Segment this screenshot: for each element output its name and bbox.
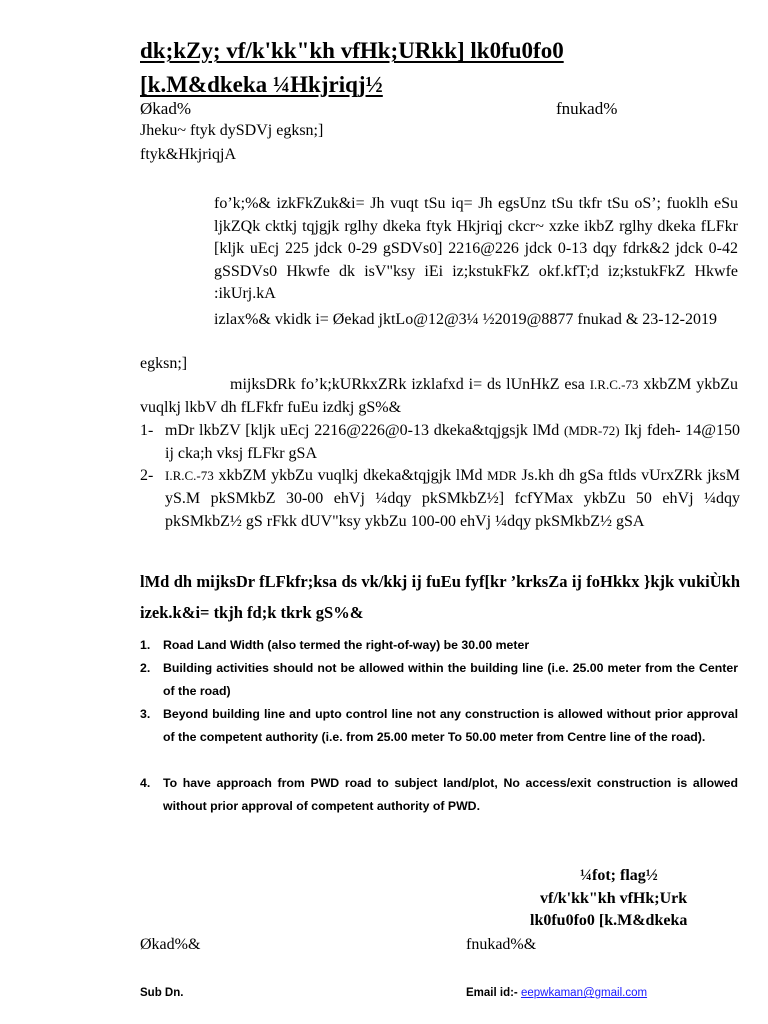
intro-text-b: xkbZM ykbZu vuqlkj lkbV dh fLFkfr fuEu izdkj gS%& <box>140 376 739 416</box>
condition-number: 1. <box>140 638 151 652</box>
address-line1: Jheku~ ftyk dySDVj egksn;] <box>140 122 324 139</box>
email-block <box>466 987 647 999</box>
condition-text: Building activities should not be allowed within the building line (i.e. 25.00 meter from the Center of the road) <box>163 661 738 698</box>
condition-item-3 <box>140 703 738 749</box>
email-label: Email id:- <box>466 987 518 999</box>
site-item-1 <box>140 419 740 465</box>
site-item-2 <box>140 464 740 533</box>
reference-text: izlax%& vkidk i= Øekad jktLo@12@3¼ ½2019@8877 fnukad & 23-12-2019 <box>214 311 717 328</box>
salutation: egksn;] <box>140 355 188 372</box>
item-number: 1- <box>140 422 154 439</box>
signature-office: lk0fu0fo0 [k.M&dkeka <box>530 912 688 929</box>
condition-number: 3. <box>140 707 151 721</box>
item-text-b: Ikj fdeh- 14@150 ij cka;h vksj fLFkr gSA <box>165 422 741 462</box>
subdivision-label: Sub Dn. <box>140 987 184 999</box>
mdr-tag: (MDR-72) <box>564 423 620 438</box>
intro-text-a: mijksDRk fo’k;kURkxZRk izklafxd i= ds lUnHkZ esa <box>230 376 585 393</box>
reference-paragraph <box>214 309 738 332</box>
condition-text: Road Land Width (also termed the right-of-way) be 30.00 meter <box>163 638 530 652</box>
condition-number: 2. <box>140 661 151 675</box>
conditions-heading: lMd dh mijksDr fLFkfr;ksa ds vk/kkj ij fuEu fyf[kr ’krksZa ij foHkkx }kjk vukiÙkh izek.k&i= tkjh fd;k tkrk gS%& <box>140 572 740 622</box>
bottom-dinank-label: fnukad%& <box>466 936 537 953</box>
irc-code: I.R.C.-73 <box>589 377 639 392</box>
office-title-line2: [k.M&dkeka ¼Hkjriqj½ <box>140 72 383 97</box>
condition-item-1 <box>140 634 738 657</box>
signature-designation: vf/k'kk"kh vfHk;Urk <box>540 890 688 907</box>
address-line2: ftyk&HkjriqjA <box>140 146 236 163</box>
item-text-b: Js.kh dh gSa ftlds vUrxZRk jksM yS.M pkSMkbZ 30-00 ehVj ¼dqy pkSMkbZ½] fcfYMax ykbZu 50 ehVj ¼dqy pkSMkbZ½ gS rFkk dUV"ksy ykbZu 100-00 ehVj ¼dqy pkSMkbZ½ gSA <box>165 467 741 530</box>
item-number: 2- <box>140 467 154 484</box>
bottom-kramank-label: Økad%& <box>140 936 201 953</box>
subject-text: fo’k;%& izkFkZuk&i= Jh vuqt tSu iq= Jh egsUnz tSu tkfr tSu oS’; fuoklh eSu ljkZQk cktkj tqjgjk rglhy dkeka ftyk Hkjriqj ckcr~ xzke ikbZ rglhy dkeka fLFkr [kljk uEcj 225 jdck 0-29 gSDVs0] 2216@226 jdck 0-13 dqy fdrk&2 jdck 0-42 gSSDVs0 Hkwfe dk isV"ksy iEi iz;kstukFkZ okf.kfT;d iz;kstukFkZ Hkwfe :ikUrj.kA <box>214 195 738 303</box>
item-text-a: mDr lkbZV [kljk uEcj 2216@226@0-13 dkeka&tqjgsjk lMd <box>165 422 560 439</box>
condition-item-4 <box>140 772 738 818</box>
condition-text: To have approach from PWD road to subject land/plot, No access/exit construction is allowed without prior approval of competent authority of PWD. <box>163 776 738 813</box>
signature-name: ¼fot; flag½ <box>580 867 658 884</box>
email-link[interactable]: eepwkaman@gmail.com <box>520 987 648 999</box>
condition-number: 4. <box>140 776 151 790</box>
office-title-line1: dk;kZy; vf/k'kk"kh vfHk;URkk] lk0fu0fo0 <box>140 38 564 63</box>
condition-item-2 <box>140 657 738 703</box>
condition-text: Beyond building line and upto control line not any construction is allowed without prior approval of the competent authority (i.e. from 25.00 meter To 50.00 meter from Centre line of the road). <box>163 707 738 744</box>
subject-paragraph <box>214 193 738 306</box>
kramank-label: Økad% <box>140 99 191 118</box>
irc-code: I.R.C.-73 <box>165 468 214 483</box>
mdr-tag: MDR <box>487 468 517 483</box>
intro-paragraph <box>140 374 738 419</box>
item-text-a: xkbZM ykbZu vuqlkj dkeka&tqjgjk lMd <box>218 467 483 484</box>
dinank-label: fnukad% <box>556 99 618 118</box>
